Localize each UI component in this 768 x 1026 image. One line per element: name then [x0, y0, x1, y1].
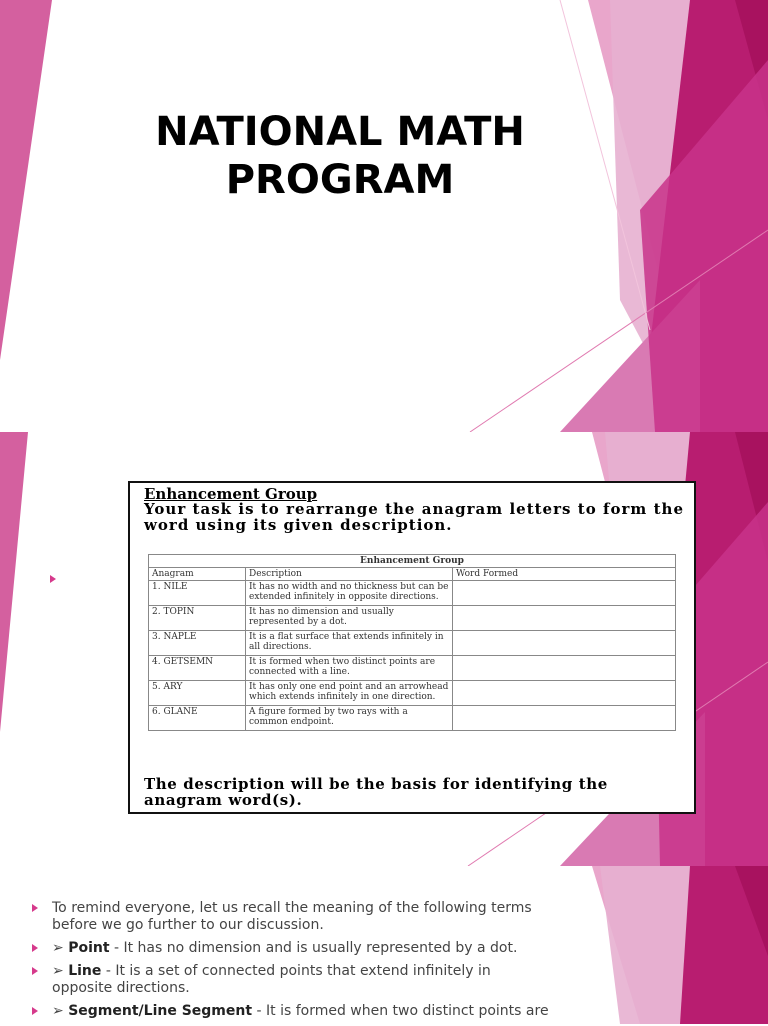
cell-word-formed: [453, 606, 676, 631]
header-word-formed: Word Formed: [453, 568, 676, 581]
table-row: [149, 606, 676, 631]
worksheet-heading: Enhancement Group: [144, 485, 318, 503]
list-item: [32, 963, 552, 997]
table-row: [149, 656, 676, 681]
header-anagram: Anagram: [149, 568, 246, 581]
worksheet-task: Your task is to rearrange the anagram letters to form the word using its given description.: [144, 500, 684, 534]
worksheet-footer: The description will be the basis for identifying the anagram word(s).: [144, 775, 608, 809]
term-definition: To remind everyone, let us recall the meaning of the following terms before we go further to our discussion.: [52, 900, 532, 933]
bullet-arrow-icon: [32, 904, 38, 912]
slide-1-decoration: [0, 0, 768, 432]
cell-word-formed: [453, 706, 676, 731]
cell-anagram: 2. TOPIN: [149, 606, 246, 631]
cell-description: It has no dimension and usually represented by a dot.: [246, 606, 453, 631]
header-description: Description: [246, 568, 453, 581]
cell-word-formed: [453, 656, 676, 681]
bullet-arrow-icon: [32, 967, 38, 975]
cell-anagram: 4. GETSEMN: [149, 656, 246, 681]
table-row: [149, 681, 676, 706]
recall-notes: [32, 900, 552, 1026]
cell-description: It has no width and no thickness but can be extended infinitely in opposite directions.: [246, 581, 453, 606]
table-row: [149, 631, 676, 656]
arrow-prefix: ➢: [52, 963, 69, 979]
cell-description: It is formed when two distinct points are connected with a line.: [246, 656, 453, 681]
cell-anagram: 6. GLANE: [149, 706, 246, 731]
list-item: [32, 1003, 552, 1020]
term-definition: - It has no dimension and is usually represented by a dot.: [109, 940, 518, 956]
enhancement-worksheet-image: [128, 481, 696, 814]
term-name: Point: [68, 940, 110, 956]
slide-title: NATIONAL MATH PROGRAM: [155, 109, 525, 203]
anagram-table: [148, 554, 676, 731]
bullet-arrow-icon: [32, 1007, 38, 1015]
anagram-table-caption: Enhancement Group: [148, 554, 676, 567]
list-item: [32, 940, 552, 957]
cell-word-formed: [453, 581, 676, 606]
table-row: [149, 581, 676, 606]
cell-word-formed: [453, 681, 676, 706]
cell-word-formed: [453, 631, 676, 656]
cell-description: It has only one end point and an arrowhead which extends infinitely in one direction.: [246, 681, 453, 706]
cell-description: A figure formed by two rays with a common endpoint.: [246, 706, 453, 731]
list-item: [32, 900, 552, 934]
cell-description: It is a flat surface that extends infinitely in all directions.: [246, 631, 453, 656]
table-row: [149, 706, 676, 731]
bullet-arrow-icon: [50, 575, 56, 583]
term-name: Segment/Line Segment: [68, 1003, 253, 1019]
slide-1: [0, 0, 768, 432]
arrow-prefix: ➢: [52, 940, 69, 956]
anagram-table-header-row: [149, 568, 676, 581]
arrow-prefix: ➢: [52, 1003, 69, 1019]
term-definition: - It is a set of connected points that extend infinitely in opposite directions.: [52, 963, 491, 996]
bullet-arrow-icon: [32, 944, 38, 952]
cell-anagram: 3. NAPLE: [149, 631, 246, 656]
term-name: Line: [68, 963, 102, 979]
cell-anagram: 1. NILE: [149, 581, 246, 606]
cell-anagram: 5. ARY: [149, 681, 246, 706]
term-definition: - It is formed when two distinct points are: [252, 1003, 549, 1019]
